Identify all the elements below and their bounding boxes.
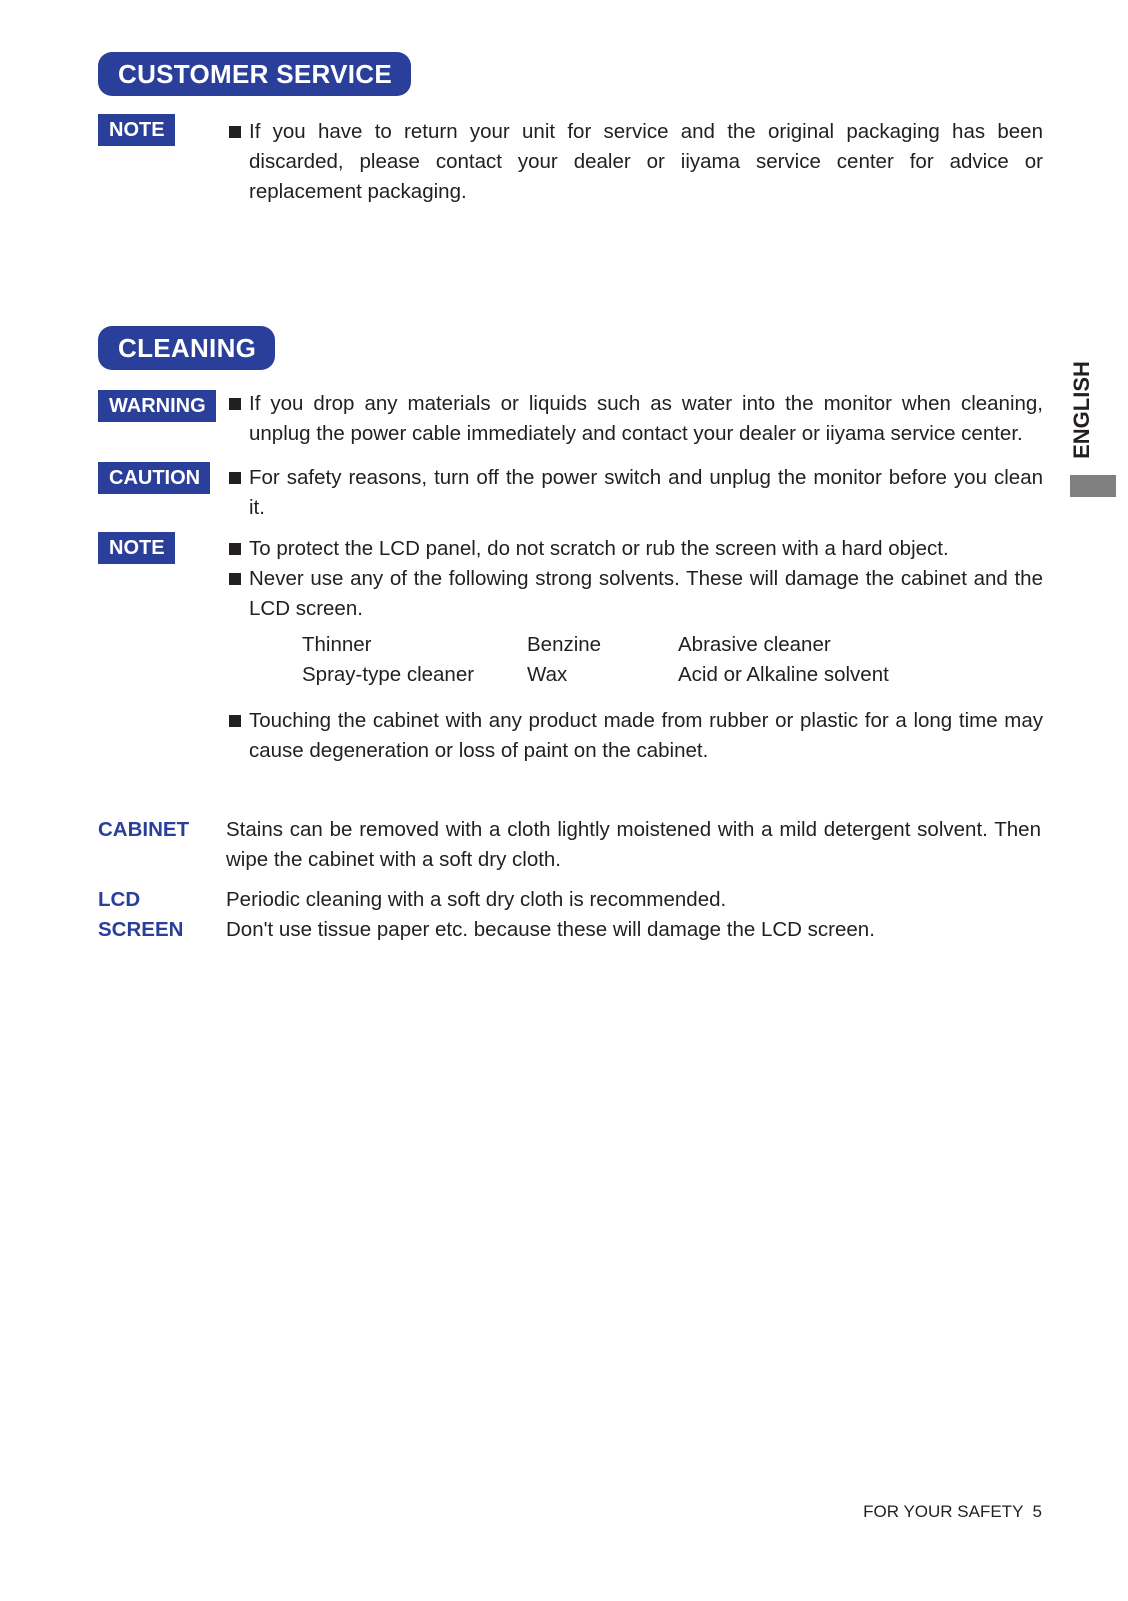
list-item (228, 389, 1043, 449)
cleaning-note-tag: NOTE (98, 532, 175, 564)
list-item (228, 534, 1043, 564)
customer-service-note-text: If you have to return your unit for service and the original packaging has been discarded, please contact your dealer or iiyama service center for advice or replacement packaging. (249, 120, 1043, 203)
table-cell: Acid or Alkaline solvent (678, 663, 889, 686)
list-item (228, 117, 1043, 207)
table-cell: Thinner (302, 633, 372, 656)
note-item-text: Never use any of the following strong solvents. These will damage the cabinet and the LCD screen. (249, 567, 1043, 620)
table-cell: Benzine (527, 633, 602, 656)
bullet-square-icon (229, 543, 241, 555)
note-item-text: Touching the cabinet with any product made from rubber or plastic for a long time may cause degeneration or loss of paint on the cabinet. (249, 709, 1043, 762)
cleaning-note-block-2 (228, 706, 1043, 766)
bullet-square-icon (229, 715, 241, 727)
warning-text: If you drop any materials or liquids such as water into the monitor when cleaning, unplug the power cable immediately and contact your dealer or iiyama service center. (249, 392, 1043, 445)
lcd-screen-text-line2: Don't use tissue paper etc. because these will damage the LCD screen. (226, 918, 875, 941)
warning-block (228, 389, 1043, 449)
cleaning-note-block (228, 534, 1043, 624)
lcd-screen-label (98, 885, 183, 945)
language-tab-label: ENGLISH (1069, 361, 1094, 459)
lcd-screen-text-line1: Periodic cleaning with a soft dry cloth is recommended. (226, 888, 727, 911)
cleaning-heading: CLEANING (98, 326, 275, 370)
table-cell: Abrasive cleaner (678, 633, 831, 656)
cabinet-label: CABINET (98, 818, 190, 841)
caution-block (228, 463, 1043, 523)
page-footer: FOR YOUR SAFETY 5 (863, 1502, 1042, 1521)
customer-service-note (228, 117, 1043, 207)
table-cell: Wax (527, 663, 568, 686)
list-item (228, 706, 1043, 766)
table-cell: Spray-type cleaner (302, 663, 475, 686)
note-item-text: To protect the LCD panel, do not scratch or rub the screen with a hard object. (249, 537, 949, 560)
list-item (228, 463, 1043, 523)
caution-text: For safety reasons, turn off the power switch and unplug the monitor before you clean it. (249, 466, 1043, 519)
language-tab-marker (1070, 475, 1116, 497)
customer-service-heading: CUSTOMER SERVICE (98, 52, 411, 96)
lcd-screen-label-line1: LCD (98, 888, 141, 911)
bullet-square-icon (229, 126, 241, 138)
cabinet-text: Stains can be removed with a cloth lightly moistened with a mild detergent solvent. Then wipe the cabinet with a soft dry cloth. (226, 818, 1041, 871)
lcd-screen-label-line2: SCREEN (98, 918, 184, 941)
customer-service-note-tag: NOTE (98, 114, 175, 146)
bullet-square-icon (229, 398, 241, 410)
list-item (228, 564, 1043, 624)
bullet-square-icon (229, 472, 241, 484)
lcd-screen-text (226, 885, 1041, 945)
bullet-square-icon (229, 573, 241, 585)
warning-tag: WARNING (98, 390, 216, 422)
caution-tag: CAUTION (98, 462, 210, 494)
